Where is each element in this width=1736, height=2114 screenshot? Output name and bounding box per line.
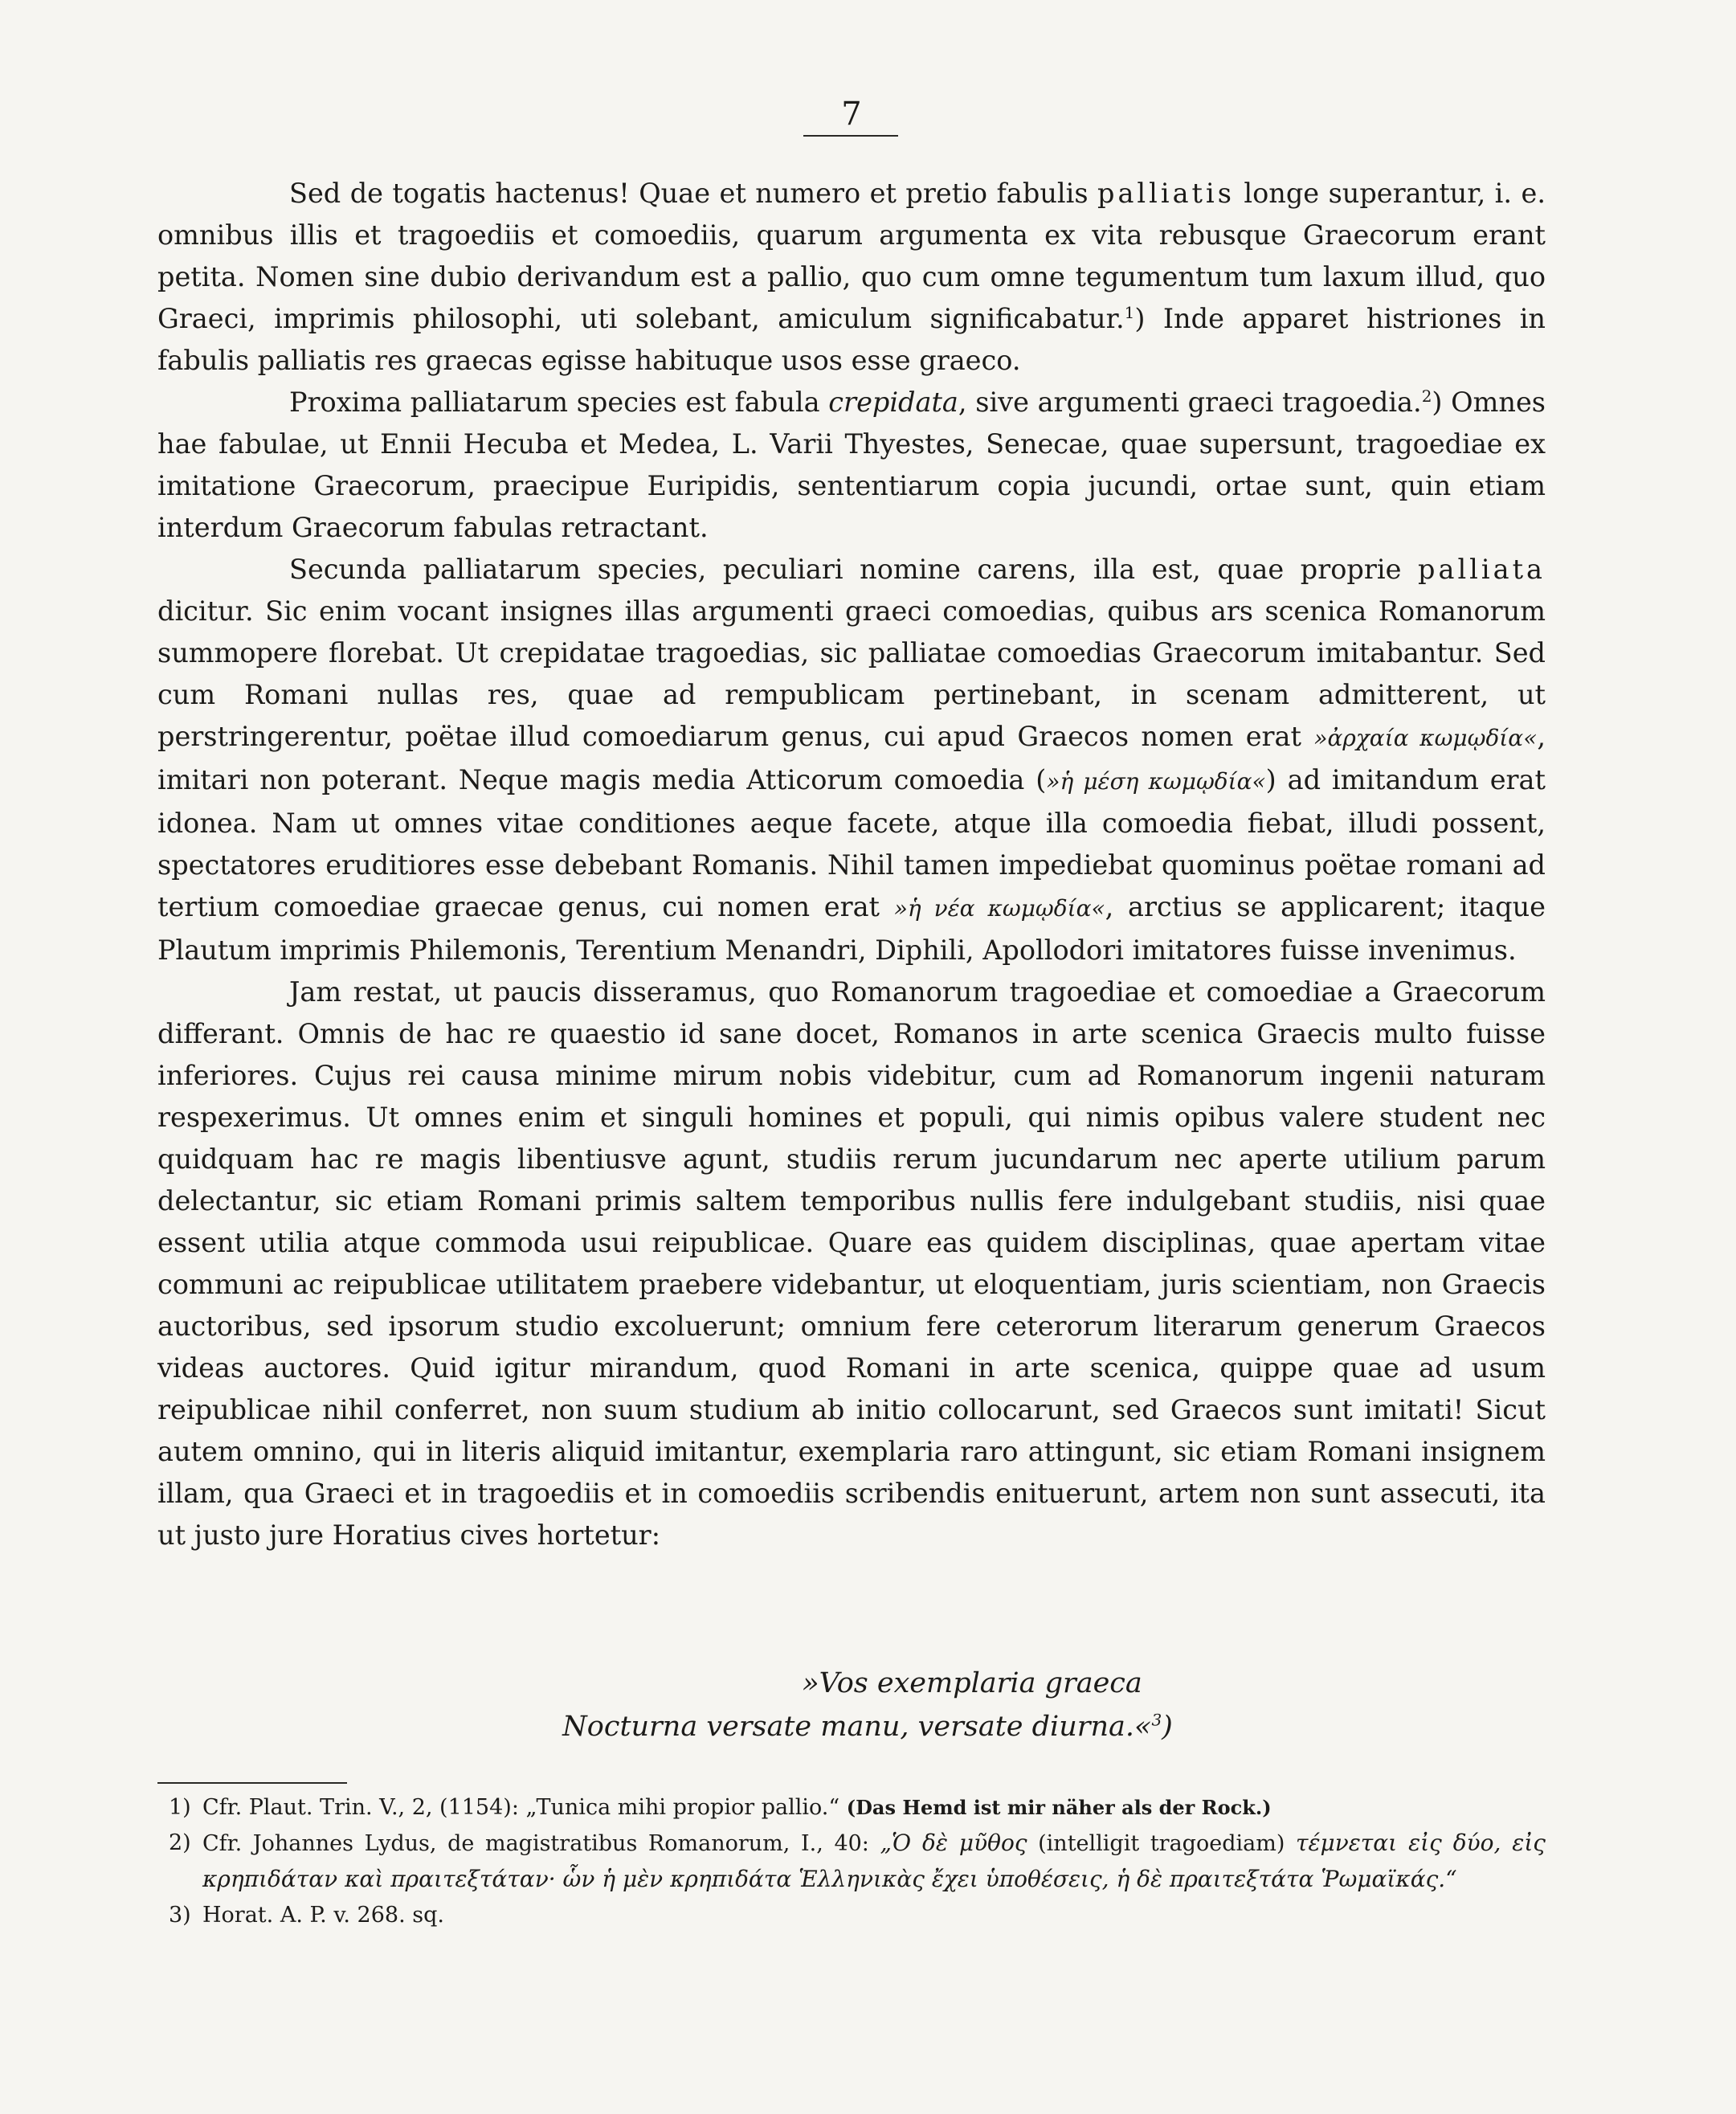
footnote xyxy=(169,1826,1546,1898)
text-run: (Das Hemd ist mir näher als der Rock.) xyxy=(846,1796,1272,1819)
greek-phrase: »ἡ νέα κωμῳδία« xyxy=(893,895,1105,922)
quote-line-1: »Vos exemplaria graeca xyxy=(802,1667,1142,1699)
quote-ref-paren: ) xyxy=(1162,1711,1173,1743)
greek-phrase: τέμνεται εἰς δύο, εἰς κρηπιδάταν καὶ πραιτεξτάταν· ὧν ἡ μὲν κρηπιδάτα Ἑλληνικὰς ἔχει ὑποθέσεις, ἡ δὲ πραιτεξτάτα Ῥωμαϊκάς.“ xyxy=(202,1830,1546,1892)
page-number-rule xyxy=(803,135,898,137)
greek-phrase: „Ὁ δὲ μῦθος xyxy=(880,1830,1027,1856)
text-run: Secunda palliatarum species, peculiari nomine carens, illa est, quae proprie xyxy=(289,554,1419,585)
footnote-ref: 1 xyxy=(1124,302,1135,322)
text-run: , sive argumenti graeci tragoedia. xyxy=(958,386,1422,418)
body-text xyxy=(157,173,1546,1556)
footnote-mark: 1) xyxy=(169,1795,191,1820)
paragraph xyxy=(157,971,1546,1556)
quote-line-2-text: Nocturna versate manu, versate diurna.« xyxy=(562,1711,1152,1743)
footnote-text xyxy=(202,1826,1546,1898)
text-run: ) Inde apparet histriones in fabulis palliatis res graecas egisse habituque usos esse graeco. xyxy=(157,303,1546,376)
text-run: Jam restat, ut paucis disseramus, quo Romanorum tragoediae et comoediae a Graecorum differant. Omnis de hac re quaestio id sane docet, Romanos in arte scenica Graecis multo fuisse inferiores. Cujus rei causa minime mirum nobis videbitur, cum ad Romanorum ingenii naturam respexerimus. Ut omnes enim et singuli homines et populi, qui nimis opibus valere student nec quidquam hac re magis libentiusve agunt, studiis rerum jucundarum nec aperte utilium parum delectantur, sic etiam Romani primis saltem temporibus nullis fere indulgebant studiis, nisi quae essent utilia atque commoda usui reipublicae. Quare eas quidem disciplinas, quae apertam vitae communi ac reipublicae utilitatem praebere videbantur, ut eloquentiam, juris scientiam, non Graecis auctoribus, sed ipsorum studio excoluerunt; omnium fere ceterorum literarum generum Graecos videas auctores. Quid igitur mirandum, quod Romani in arte scenica, quippe quae ad usum reipublicae nihil conferret, non suum studium ab initio collocarunt, sed Graecos sunt imitati! Sicut autem omnino, qui in literis aliquid imitantur, exemplaria raro attingunt, sic etiam Romani insignem illam, qua Graeci et in tragoediis et in comoediis scribendis enituerunt, artem non sunt assecuti, ita ut justo jure Horatius cives hortetur: xyxy=(157,976,1546,1551)
text-run: Proxima palliatarum species est fabula xyxy=(289,386,829,418)
footnote-ref: 2 xyxy=(1421,386,1432,406)
text-run: crepidata xyxy=(828,386,958,418)
footnote xyxy=(169,1790,1546,1826)
footnotes xyxy=(169,1790,1546,1933)
footnote-mark: 2) xyxy=(169,1830,191,1855)
footnote-text xyxy=(202,1898,1546,1933)
paragraph xyxy=(157,382,1546,549)
page-number: 7 xyxy=(841,96,862,133)
footnote-rule xyxy=(157,1782,347,1784)
paragraph xyxy=(157,549,1546,971)
quote-line-2 xyxy=(157,1705,1546,1748)
greek-phrase: »ἀρχαία κωμῳδία« xyxy=(1313,725,1538,751)
footnote-mark: 3) xyxy=(169,1903,191,1928)
quote-footnote-ref: 3 xyxy=(1151,1710,1162,1730)
text-run: palliatis xyxy=(1097,178,1235,209)
text-run: dicitur. Sic enim vocant insignes illas argumenti graeci comoedias, quibus ars scenica Romanorum summopere florebat. Ut crepidatae tragoedias, sic palliatae comoedias Graecorum imitabantur. Sed cum Romani nullas res, quae ad rempublicam pertinebant, in scenam admitterent, ut perstringerentur, poëtae illud comoediarum genus, cui apud Graecos nomen erat xyxy=(157,595,1546,752)
text-run: Sed de togatis hactenus! Quae et numero et pretio fabulis xyxy=(289,178,1098,209)
footnote xyxy=(169,1898,1546,1933)
text-run: Cfr. Plaut. Trin. V., 2, (1154): „Tunica mihi propior pallio.“ xyxy=(202,1795,847,1820)
footnote-text xyxy=(202,1790,1546,1826)
text-run: Horat. A. P. v. 268. sq. xyxy=(202,1903,444,1928)
paragraph xyxy=(157,173,1546,382)
text-run: , arctius se applicarent; itaque Plautum imprimis Philemonis, Terentium Menandri, Diphili, Apollodori imitatores fuisse invenimus. xyxy=(157,891,1546,966)
text-run: ) Omnes hae fabulae, ut Ennii Hecuba et Medea, L. Varii Thyestes, Senecae, quae supersunt, tragoediae ex imitatione Graecorum, praecipue Euripidis, sententiarum copia jucundi, ortae sunt, quin etiam interdum Graecorum fabulas retractant. xyxy=(157,386,1546,543)
text-run: , imitari non poterant. Neque magis media Atticorum comoedia ( xyxy=(157,721,1546,795)
greek-phrase: »ἡ μέση κωμῳδία« xyxy=(1046,768,1266,795)
verse-quotation xyxy=(157,1662,1546,1748)
text-run: Cfr. Johannes Lydus, de magistratibus Romanorum, I., 40: xyxy=(202,1831,880,1856)
text-run: palliata xyxy=(1418,554,1546,585)
text-run: (intelligit tragoediam) xyxy=(1027,1831,1296,1856)
text-run: ) ad imitandum erat idonea. Nam ut omnes vitae conditiones aeque facete, atque illa comoedia fiebat, illudi possent, spectatores eruditiores esse debebant Romanis. Nihil tamen impediebat quominus poëtae romani ad tertium comoediae graecae genus, cui nomen erat xyxy=(157,764,1546,922)
text-run: longe superantur, i. e. omnibus illis et tragoediis et comoediis, quarum argumenta ex vita rebusque Graecorum erant petita. Nomen sine dubio derivandum est a pallio, quo cum omne tegumentum tum laxum illud, quo Graeci, imprimis philosophi, uti solebant, amiculum significabatur. xyxy=(157,178,1546,334)
